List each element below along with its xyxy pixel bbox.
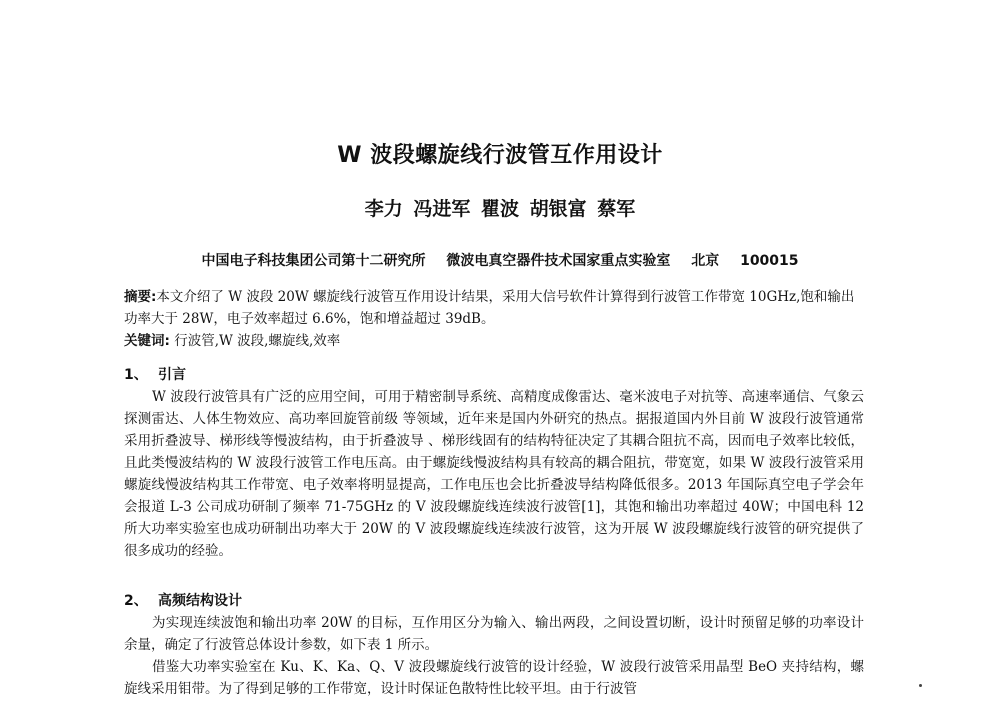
keywords-label: 关键词: [124,333,170,349]
body-paragraph: 为实现连续波饱和输出功率 20W 的目标，互作用区分为输入、输出两段，之间设置切断，设计时预留足够的功率设计余量，确定了行波管总体设计参数，如下表 1 所示。 [124,615,864,653]
paragraph-clip [124,656,864,700]
affiliation-lab: 微波电真空器件技术国家重点实验室 [446,253,671,269]
scan-speck [919,684,922,687]
keywords [124,330,864,352]
affiliation [0,250,1000,270]
affiliation-city: 北京 [691,253,720,269]
body-paragraph: 借鉴大功率实验室在 Ku、K、Ka、Q、V 波段螺旋线行波管的设计经验，W 波段行波管采用晶型 BeO 夹持结构，螺旋线采用钼带。为了得到足够的工作带宽，设计时保证色散特性比较平坦。由于行波管 [124,659,864,697]
abstract [124,286,864,330]
section-title: 引言 [158,367,186,383]
keywords-text: 行波管,W 波段,螺旋线,效率 [169,333,341,349]
section-heading [124,590,864,612]
paper-title: W 波段螺旋线行波管互作用设计 [337,143,663,168]
section-heading [124,364,864,386]
affiliation-postcode: 100015 [740,253,799,269]
section-introduction [124,364,864,562]
section-number: 2、 [124,593,148,609]
author-list: 李力 冯进军 瞿波 胡银富 蔡军 [364,198,636,220]
abstract-text: 本文介绍了 W 波段 20W 螺旋线行波管互作用设计结果，采用大信号软件计算得到行波管工作带宽 10GHz,饱和输出功率大于 28W，电子效率超过 6.6%，饱和增益超过 39dB。 [124,289,855,327]
affiliation-org: 中国电子科技集团公司第十二研究所 [201,253,426,269]
section-hf-structure [124,590,864,700]
section-title: 高频结构设计 [158,593,242,609]
abstract-label: 摘要: [124,289,157,305]
section-number: 1、 [124,367,148,383]
body-paragraph: W 波段行波管具有广泛的应用空间，可用于精密制导系统、高精度成像雷达、毫米波电子对抗等、高速率通信、气象云探测雷达、人体生物效应、高功率回旋管前级 等领域，近年来是国内外研究的热点。据报道国内外目前 W 波段行波管通常采用折叠波导、梯形线等慢波结构，由于折叠波导 、梯形线固有的结构特征决定了其耦合阻抗不高，因而电子效率比较低，且此类慢波结构的 W 波段行波管工作电压高。由于螺旋线慢波结构具有较高的耦合阻抗，带宽宽，如果 W 波段行波管采用螺旋线慢波结构其工作带宽、电子效率将明显提高，工作电压也会比折叠波导结构降低很多。2013 年国际真空电子学会年会报道 L-3 公司成功研制了频率 71-75GHz 的 V 波段螺旋线连续波行波管[1]，其饱和输出功率超过 40W；中国电科 12 所大功率实验室也成功研制出功率大于 20W 的 V 波段螺旋线连续波行波管，这为开展 W 波段螺旋线行波管的研究提供了很多成功的经验。 [124,389,864,559]
